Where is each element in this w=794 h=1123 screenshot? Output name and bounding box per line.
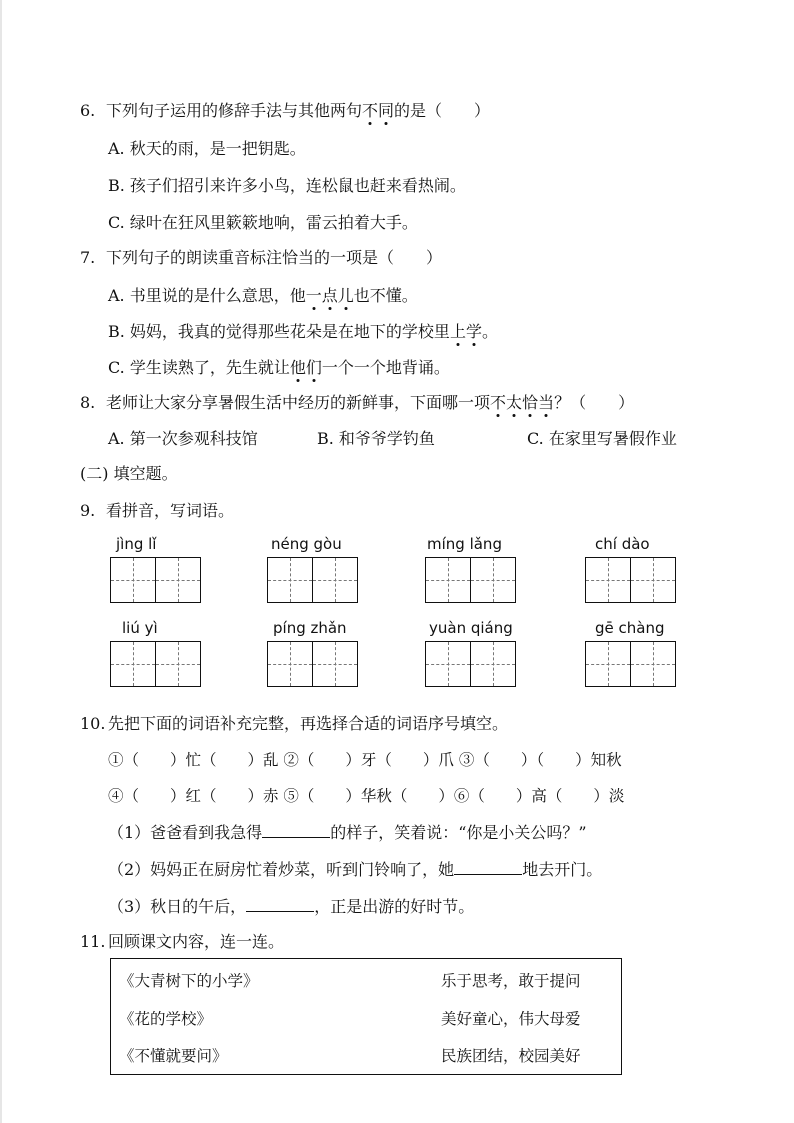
pinyin-label: néng gòu [271,535,342,553]
q6-option-b: B. 孩子们招引来许多小鸟，连松鼠也赶来看热闹。 [108,176,466,195]
pinyin-label: jìng lǐ [116,535,157,553]
q10-words-row-1: ①（ ）忙（ ）乱 ②（ ）牙（ ）爪 ③（ ）（ ）知秋 [108,751,622,769]
writing-box[interactable] [585,557,631,603]
writing-box[interactable] [630,641,676,687]
page-edge [0,0,2,1123]
match-right-3[interactable]: 民族团结，校园美好 [441,1047,581,1065]
answer-blank[interactable] [246,897,314,912]
writing-box[interactable] [110,557,156,603]
writing-box[interactable] [312,641,358,687]
q7-option-c: C. 学生读熟了，先生就让他们一个一个地背诵。 [108,358,450,377]
answer-blank[interactable] [262,823,330,838]
q7-option-a: A. 书里说的是什么意思，他一点儿也不懂。 [108,286,418,305]
pinyin-label: chí dào [595,535,650,553]
q9-stem: 9. 看拼音，写词语。 [80,501,235,520]
pinyin-label: yuàn qiáng [429,619,513,637]
match-right-2[interactable]: 美好童心，伟大母爱 [441,1010,581,1028]
pinyin-label: gē chàng [595,619,665,637]
writing-box[interactable] [425,557,471,603]
q8-stem: 8. 老师让大家分享暑假生活中经历的新鲜事，下面哪一项不太恰当？（ ） [80,393,635,412]
q6-option-a: A. 秋天的雨，是一把钥匙。 [108,139,306,158]
q10-sentence-3: （3）秋日的午后， ，正是出游的好时节。 [108,897,475,916]
q6-stem: 6. 下列句子运用的修辞手法与其他两句不同的是（ ） [80,101,491,120]
writing-box[interactable] [267,557,313,603]
writing-box[interactable] [585,641,631,687]
match-left-1[interactable]: 《大青树下的小学》 [119,972,259,990]
writing-box[interactable] [155,641,201,687]
section-fill-in: (二) 填空题。 [80,464,178,483]
writing-box[interactable] [630,557,676,603]
q8-option-b: B. 和爷爷学钓鱼 [317,429,435,448]
pinyin-label: liú yì [122,619,158,637]
q10-sentence-1: （1）爸爸看到我急得 的样子，笑着说：“你是小关公吗？” [108,823,587,842]
q10-words-row-2: ④（ ）红（ ）赤 ⑤（ ）华秋（ ）⑥（ ）高（ ）淡 [108,787,625,805]
writing-box[interactable] [267,641,313,687]
writing-box[interactable] [110,641,156,687]
matching-box [110,958,622,1075]
pinyin-label: míng lǎng [427,535,502,553]
match-left-2[interactable]: 《花的学校》 [119,1010,213,1028]
writing-box[interactable] [155,557,201,603]
q8-option-c: C. 在家里写暑假作业 [527,429,677,448]
q6-option-c: C. 绿叶在狂风里簌簌地响，雷云拍着大手。 [108,213,418,232]
q8-option-a: A. 第一次参观科技馆 [108,429,258,448]
q10-sentence-2: （2）妈妈正在厨房忙着炒菜，听到门铃响了，她 地去开门。 [108,860,603,879]
writing-box[interactable] [312,557,358,603]
writing-box[interactable] [470,557,516,603]
q7-option-b: B. 妈妈，我真的觉得那些花朵是在地下的学校里上学。 [108,322,498,341]
q11-stem: 11. 回顾课文内容，连一连。 [80,932,285,951]
answer-blank[interactable] [454,860,522,875]
writing-box[interactable] [425,641,471,687]
match-right-1[interactable]: 乐于思考，敢于提问 [441,972,581,990]
q7-stem: 7. 下列句子的朗读重音标注恰当的一项是（ ） [80,248,443,267]
pinyin-label: píng zhǎn [273,619,347,637]
writing-box[interactable] [470,641,516,687]
q10-stem: 10. 先把下面的词语补充完整，再选择合适的词语序号填空。 [80,714,509,733]
match-left-3[interactable]: 《不懂就要问》 [119,1047,228,1065]
